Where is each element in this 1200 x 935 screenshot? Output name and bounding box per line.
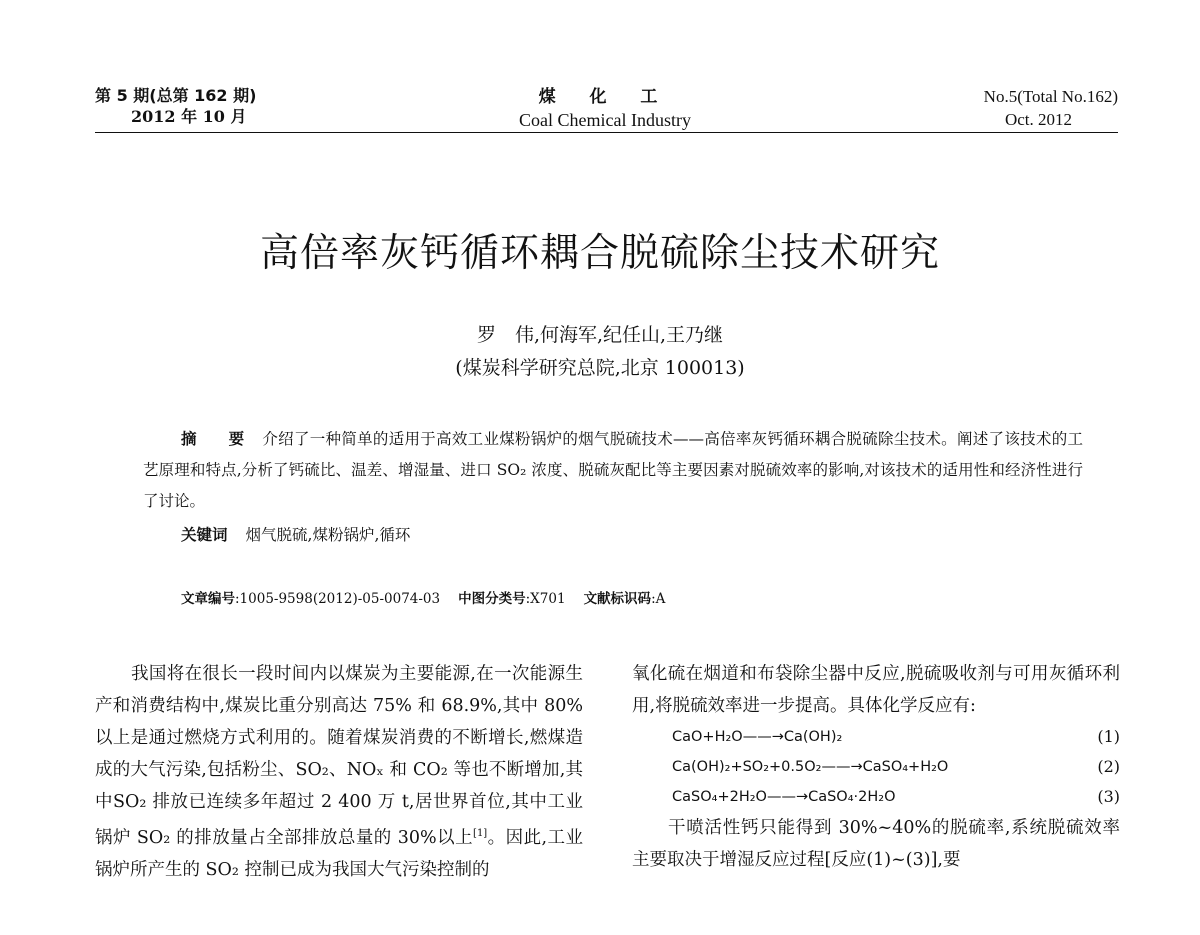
equation-2: Ca(OH)₂+SO₂+0.5O₂——→CaSO₄+H₂O (2) bbox=[672, 757, 1120, 776]
equation-1: CaO+H₂O——→Ca(OH)₂ (1) bbox=[672, 727, 1120, 746]
affiliation: (煤炭科学研究总院,北京 100013) bbox=[455, 357, 745, 379]
header-center bbox=[480, 86, 730, 132]
abstract-label: 摘 要 bbox=[181, 430, 253, 448]
body-paragraph: 我国将在很长一段时间内以煤炭为主要能源,在一次能源生产和消费结构中,煤炭比重分别高达 75% 和 68.9%,其中 80%以上是通过燃烧方式利用的。随着煤炭消费的不断增长,燃煤造成的大气污染,包括粉尘、SO₂、NOₓ 和 CO₂ 等也不断增加,其中SO₂ 排放已连续多年超过 2 400 万 t,居世界首位,其中工业锅炉 SO₂ 的排放量占全部排放总量的 30%以上[1]。因此,工业锅炉所产生的 SO₂ 控制已成为我国大气污染控制的 bbox=[95, 664, 584, 880]
authors: 罗 伟,何海军,纪任山,王乃继 bbox=[476, 324, 724, 346]
body-left-column bbox=[95, 658, 583, 886]
article-no: :1005-9598(2012)-05-0074-03 bbox=[235, 591, 441, 607]
clc-label: 中图分类号 bbox=[458, 591, 526, 607]
doc-code-label: 文献标识码 bbox=[583, 591, 652, 607]
header-rule bbox=[95, 132, 1118, 133]
header-right bbox=[868, 86, 1118, 132]
article-meta bbox=[181, 588, 665, 610]
body-paragraph-intro: 氧化硫在烟道和布袋除尘器中反应,脱硫吸收剂与可用灰循环利用,将脱硫效率进一步提高。具体化学反应有: bbox=[632, 664, 1120, 716]
keywords-text: 烟气脱硫,煤粉锅炉,循环 bbox=[245, 526, 411, 544]
abstract-text: 介绍了一种简单的适用于高效工业煤粉锅炉的烟气脱硫技术——高倍率灰钙循环耦合脱硫除尘技术。阐述了该技术的工艺原理和特点,分析了钙硫比、温差、增湿量、进口 SO₂ 浓度、脱硫灰配比等主要因素对脱硫效率的影响,对该技术的适用性和经济性进行了讨论。 bbox=[143, 430, 1083, 510]
keywords-label: 关键词 bbox=[181, 526, 228, 544]
clc-number: :X701 bbox=[525, 591, 566, 607]
keywords bbox=[181, 521, 410, 549]
citation: [1] bbox=[473, 828, 488, 839]
issue-date-cn: 2012 年 10 月 bbox=[131, 107, 247, 126]
doc-code: :A bbox=[651, 591, 666, 607]
journal-name-cn: 煤 化 工 bbox=[538, 87, 672, 107]
issue-number-en: No.5(Total No.162) bbox=[983, 87, 1118, 106]
body-right-column bbox=[632, 658, 1120, 876]
abstract bbox=[143, 424, 1083, 517]
journal-name-en: Coal Chemical Industry bbox=[519, 110, 691, 130]
article-title: 高倍率灰钙循环耦合脱硫除尘技术研究 bbox=[259, 231, 940, 276]
body-paragraph: 干喷活性钙只能得到 30%~40%的脱硫率,系统脱硫效率主要取决于增湿反应过程[反应(1)~(3)],要 bbox=[632, 818, 1120, 870]
equation-3: CaSO₄+2H₂O——→CaSO₄·2H₂O (3) bbox=[672, 787, 1120, 806]
issue-number-cn: 第 5 期(总第 162 期) bbox=[95, 86, 257, 105]
article-no-label: 文章编号 bbox=[181, 591, 235, 607]
issue-date-en: Oct. 2012 bbox=[1004, 110, 1072, 129]
header-left bbox=[95, 86, 335, 128]
